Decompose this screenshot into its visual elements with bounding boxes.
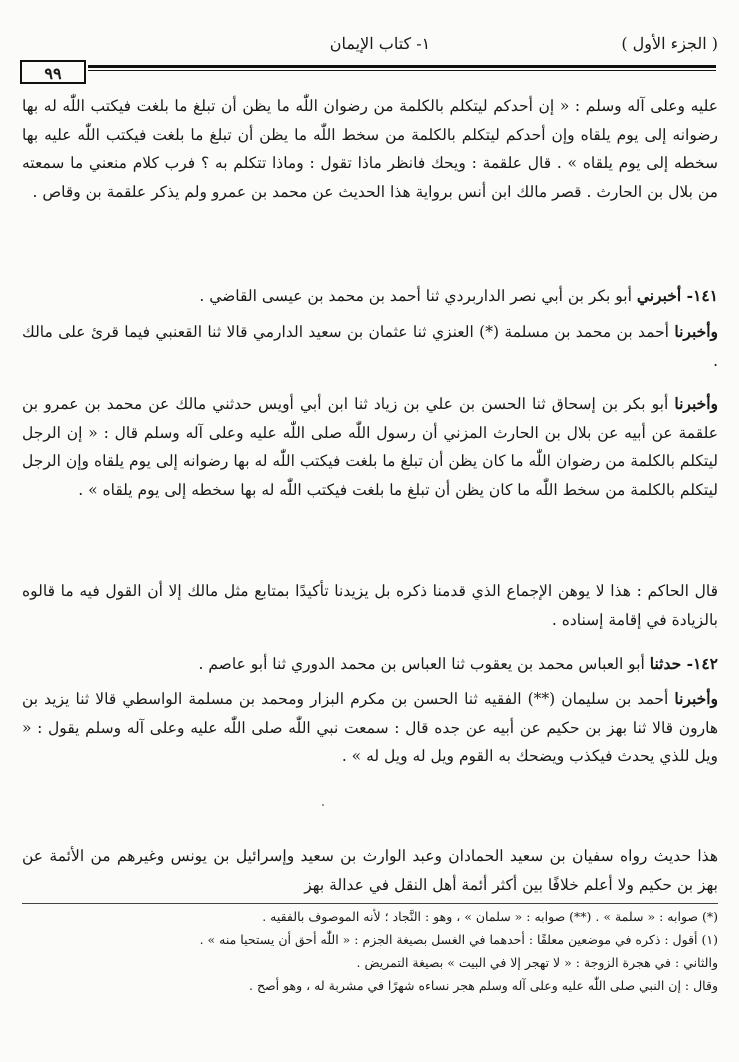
- narration-label: وأخبرنا: [674, 394, 718, 413]
- paragraph-text: أبو بكر بن إسحاق ثنا الحسن بن علي بن زياد ثنا ابن أبي أويس حدثني مالك عن محمد بن عمرو بن علقمة عن أبيه عن بلال بن الحارث المزني أن رسول اللّٰه صلى اللّٰه عليه وعلى آله وسلم قال : « إن الرجل ليتكلم بالكلمة من رضوان اللّٰه ما كان يظن أن تبلغ ما بلغت فيكتب اللّٰه له بها رضوانه إلى يوم يلقاه وإن الرجل ليتكلم بالكلمة من سخط اللّٰه ما كان يظن أن تبلغ ما بلغت فيكتب اللّٰه له بها سخطه إلى يوم يلقاه » .: [22, 395, 718, 499]
- paragraph-8: هذا حديث رواه سفيان بن سعيد الحمادان وعبد الوارث بن سعيد وإسرائيل بن يونس وغيرهم من الأئمة عن بهز بن حكيم ولا أعلم خلافًا بين أكثر أئمة أهل النقل في عدالة بهز: [22, 847, 718, 894]
- volume-label: ( الجزء الأول ): [621, 34, 718, 53]
- paragraph-hadith-142: [22, 650, 718, 679]
- narration-label: وأخبرنا: [674, 689, 718, 708]
- footnote-3: والثاني : في هجرة الزوجة : « لا تهجر إلا في البيت » بصيغة التمريض .: [356, 955, 718, 970]
- footnote-1: (*) صوابه : « سلمة » . (**) صوابه : « سلمان » ، وهو : النَّجاد ؛ لأنه الموصوف بالفقيه .: [262, 909, 718, 924]
- paragraph-text: أبو العباس محمد بن يعقوب ثنا العباس بن محمد الدوري ثنا أبو عاصم .: [198, 655, 650, 673]
- paragraph-1: عليه وعلى آله وسلم : « إن أحدكم ليتكلم بالكلمة من رضوان اللّٰه ما يظن أن تبلغ ما بلغت فيكتب اللّٰه له بها رضوانه إلى يوم يلقاه وإن أحدكم ليتكلم بالكلمة من سخط اللّٰه ما يظن أن تبلغ ما بلغت فيكتب اللّٰه عليه بها سخطه إلى يوم يلقاه » . قال علقمة : ويحك فانظر ماذا تقول : وماذا تتكلم به ؟ فرب كلام منعني ما سمعته من بلال بن الحارث . قصر مالك ابن أنس برواية هذا الحديث عن محمد بن عمرو ولم يذكر علقمة بن وقاص .: [22, 97, 718, 201]
- footnote-2: (١) أقول : ذكره في موضعين معلقًا : أحدهما في الغسل بصيغة الجزم : « اللّٰه أحق أن يستحيا منه » .: [199, 932, 718, 947]
- footnote-4: وقال : إن النبي صلى اللّٰه عليه وعلى آله وسلم هجر نساءه شهرًا في مشربة له ، وهو أصح .: [249, 978, 718, 993]
- header-rule-thick: [88, 65, 716, 68]
- hadith-number-label: ١٤١- أخبرني: [636, 286, 718, 305]
- paragraph-7: [22, 685, 718, 771]
- chapter-title: ١- كتاب الإيمان: [329, 34, 431, 53]
- paragraph-3: [22, 318, 718, 375]
- paragraph-hadith-141: [22, 282, 718, 311]
- ink-speck: [322, 804, 324, 806]
- narration-label: وأخبرنا: [674, 322, 718, 341]
- footnote-rule: [22, 903, 718, 904]
- paragraph-text: أبو بكر بن أبي نصر الداربردي ثنا أحمد بن محمد بن عيسى القاضي .: [199, 287, 637, 305]
- page-number: ٩٩: [20, 60, 86, 84]
- paragraph-hakim-comment: قال الحاكم : هذا لا يوهن الإجماع الذي قدمنا ذكره بل يزيدنا تأكيدًا بمتابع مثل مالك إلا أن القول فيه ما قالوه بالزيادة في إقامة إسناده .: [22, 582, 718, 629]
- paragraph-4: [22, 390, 718, 504]
- paragraph-text: أحمد بن سليمان (**) الفقيه ثنا الحسن بن مكرم البزار ومحمد بن مسلمة الواسطي قالا ثنا يزيد بن هارون قالا ثنا بهز بن حكيم عن أبيه عن جده قال : سمعت نبي اللّٰه صلى اللّٰه عليه وعلى آله وسلم يقول : « ويل للذي يحدث فيكذب ويضحك به القوم ويل له ويل له » .: [22, 690, 718, 765]
- paragraph-text: أحمد بن محمد بن مسلمة (*) العنزي ثنا عثمان بن سعيد الدارمي قالا ثنا القعنبي فيما قرئ على مالك .: [22, 323, 718, 370]
- hadith-number-label: ١٤٢- حدثنا: [649, 654, 718, 673]
- header-rule-thin: [88, 70, 716, 71]
